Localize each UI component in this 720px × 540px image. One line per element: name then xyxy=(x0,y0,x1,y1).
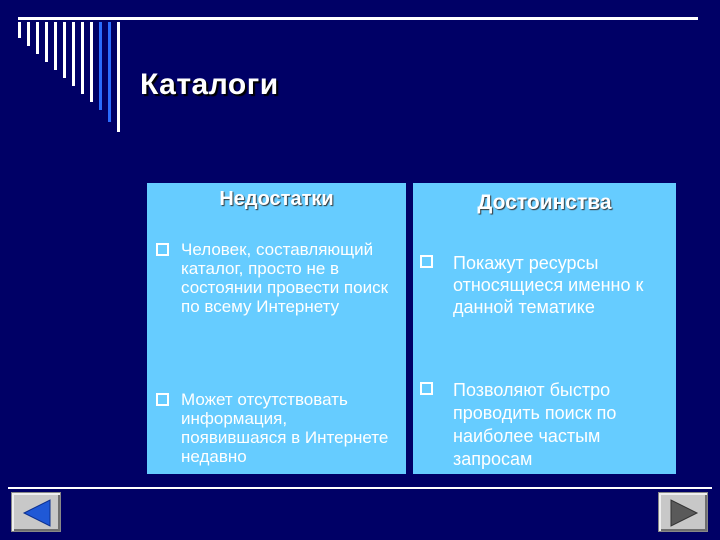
top-rule xyxy=(18,17,698,20)
list-item-text: Покажут ресурсы относящиеся именно к данной тематике xyxy=(453,253,644,317)
square-bullet-icon xyxy=(420,255,433,268)
square-bullet-icon xyxy=(420,382,433,395)
slide-title: Каталоги xyxy=(140,68,279,101)
list-item-text: Может отсутствовать информация, появившаяся в Интернете недавно xyxy=(181,390,389,466)
next-slide-button[interactable] xyxy=(658,492,708,532)
triangle-left-icon xyxy=(12,493,62,533)
square-bullet-icon xyxy=(156,243,169,256)
previous-slide-button[interactable] xyxy=(11,492,61,532)
bottom-rule xyxy=(8,487,712,489)
list-item-text: Человек, составляющий каталог, просто не в состоянии провести поиск по всему Интернету xyxy=(181,240,389,316)
disadvantages-panel xyxy=(147,183,406,474)
square-bullet-icon xyxy=(156,393,169,406)
list-item-text: Позволяют быстро проводить поиск по наиболее частым запросам xyxy=(453,380,617,469)
advantages-header: Достоинства xyxy=(477,191,612,214)
advantages-panel xyxy=(413,183,676,474)
triangle-right-icon xyxy=(659,493,709,533)
decorative-bars xyxy=(18,22,128,152)
disadvantages-header: Недостатки xyxy=(219,188,334,210)
